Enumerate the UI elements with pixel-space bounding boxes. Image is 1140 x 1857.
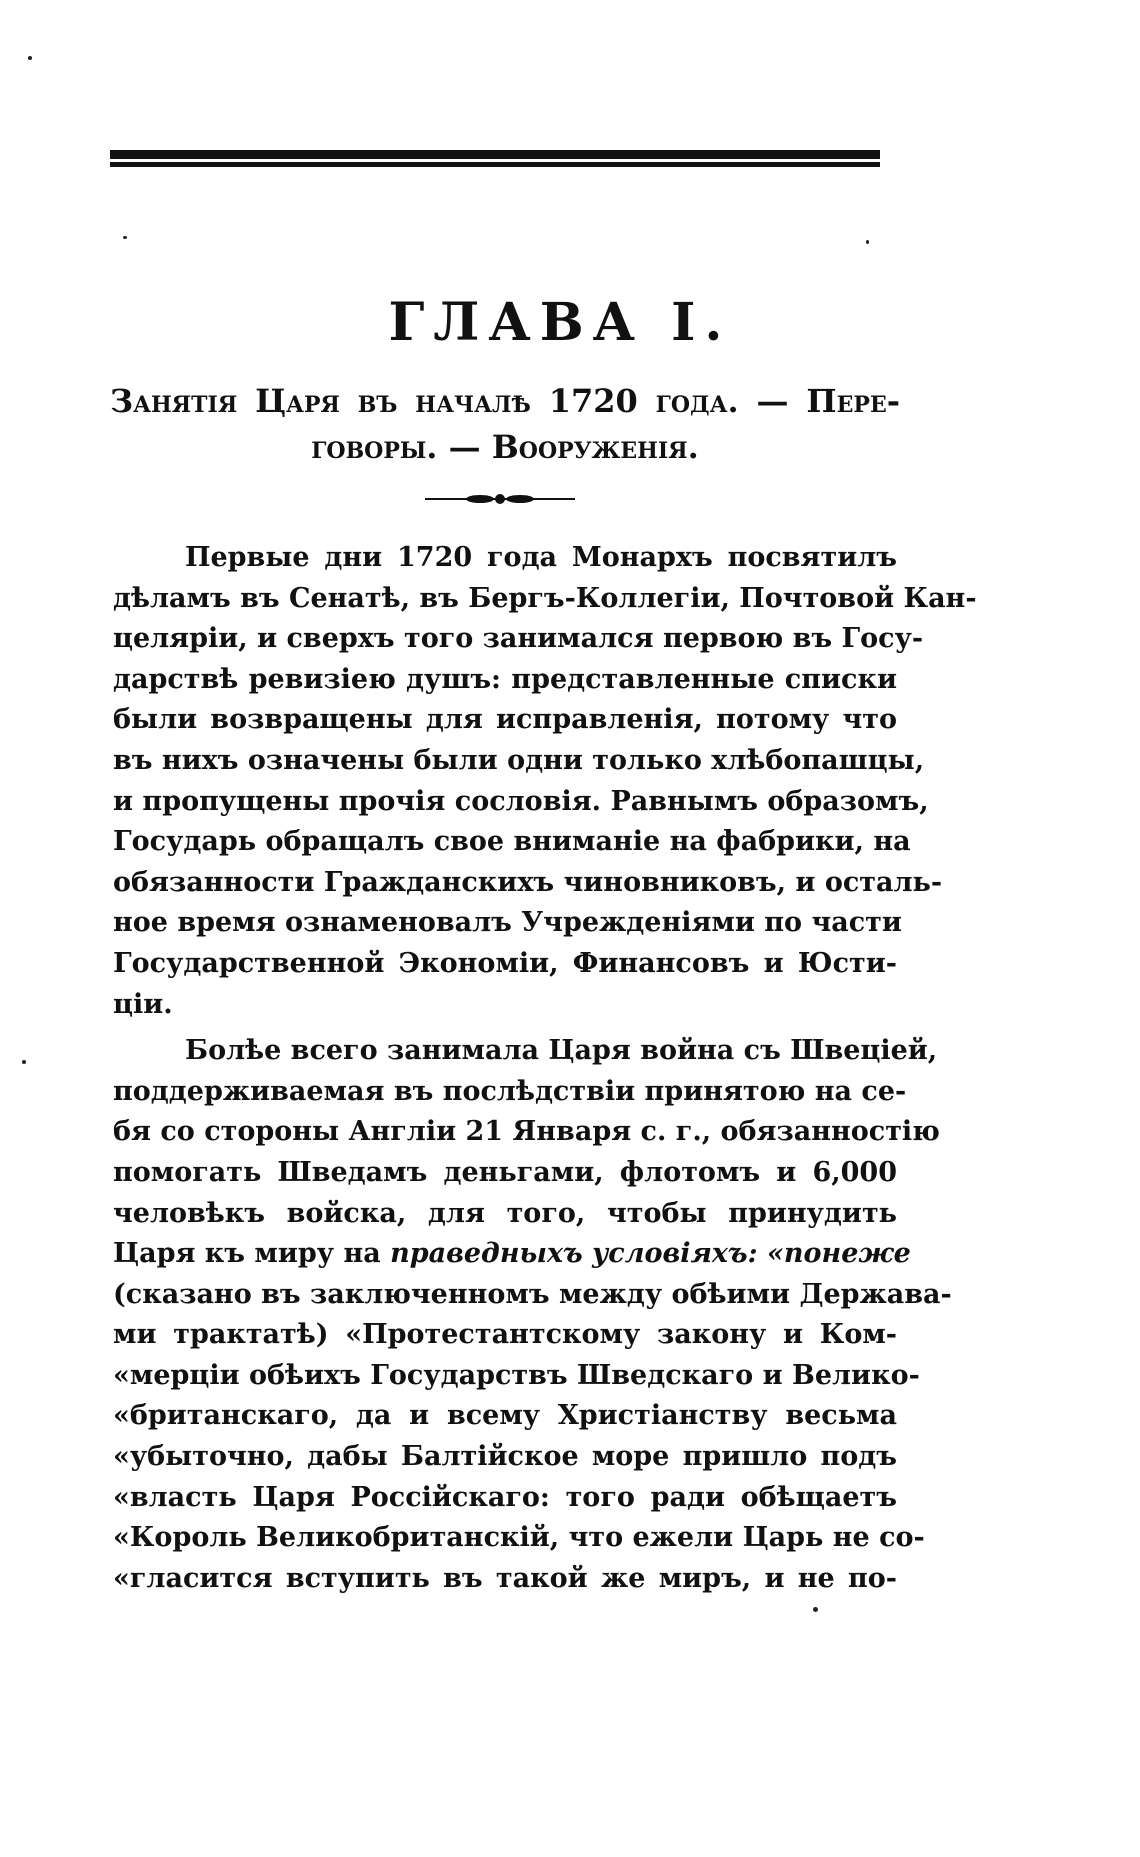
chapter-subtitle bbox=[110, 378, 900, 470]
text-line: целяріи, и сверхъ того занимался первою въ Госу- bbox=[113, 623, 924, 655]
scan-speck bbox=[22, 1060, 26, 1064]
text-line-with-italic bbox=[113, 1234, 911, 1275]
chapter-title: ГЛАВА I. bbox=[388, 292, 732, 353]
scan-speck bbox=[866, 240, 869, 244]
text-line: «гласится вступить въ такой же миръ, и не по- bbox=[113, 1562, 897, 1594]
text-line: въ нихъ означены были одни только хлѣбопашцы, bbox=[113, 744, 925, 776]
scan-speck bbox=[28, 56, 32, 60]
ornament-divider-icon bbox=[425, 492, 575, 506]
text-line: Государь обращалъ свое вниманіе на фабрики, на bbox=[113, 826, 911, 858]
text-line: ціи. bbox=[113, 988, 173, 1020]
text-line: дѣламъ въ Сенатѣ, въ Бергъ-Коллегіи, Почтовой Кан- bbox=[113, 582, 977, 614]
text-line: (сказано въ заключенномъ между обѣими Держава- bbox=[113, 1278, 952, 1310]
text-line: бя со стороны Англіи 21 Января с. г., обязанностію bbox=[113, 1116, 940, 1148]
text-line: «власть Царя Россійскаго: того ради обѣщаетъ bbox=[113, 1481, 897, 1513]
body-text bbox=[113, 538, 977, 1599]
scan-speck bbox=[813, 1607, 818, 1612]
text-line: поддерживаемая въ послѣдствіи принятою на се- bbox=[113, 1075, 907, 1107]
regular-text: Царя къ миру на bbox=[113, 1238, 391, 1270]
thick-rule bbox=[110, 150, 880, 159]
text-line: и пропущены прочія сословія. Равнымъ образомъ, bbox=[113, 785, 929, 817]
text-line: ное время ознаменовалъ Учрежденіями по части bbox=[113, 907, 902, 939]
text-line: обязанности Гражданскихъ чиновниковъ, и осталь- bbox=[113, 866, 943, 898]
thin-rule bbox=[110, 162, 880, 167]
text-line: помогать Шведамъ деньгами, флотомъ и 6,000 bbox=[113, 1156, 897, 1188]
scan-speck bbox=[123, 236, 127, 239]
text-line: «британскаго, да и всему Христіанству весьма bbox=[113, 1400, 897, 1432]
text-line: были возвращены для исправленія, потому что bbox=[113, 704, 897, 736]
text-line: дарствѣ ревизіею душъ: представленные списки bbox=[113, 663, 897, 695]
text-line: ми трактатѣ) «Протестантскому закону и Ком- bbox=[113, 1319, 897, 1351]
text-line: Первые дни 1720 года Монархъ посвятилъ bbox=[185, 542, 897, 573]
text-line: Государственной Экономіи, Финансовъ и Юсти- bbox=[113, 947, 897, 979]
text-line: человѣкъ войска, для того, чтобы принудить bbox=[113, 1197, 897, 1229]
subtitle-line: говоры. — Вооруженія. bbox=[311, 428, 699, 466]
italic-phrase: праведныхъ условіяхъ: «понеже bbox=[390, 1238, 911, 1270]
text-line: «мерціи обѣихъ Государствъ Шведскаго и Велико- bbox=[113, 1359, 920, 1391]
text-line: «Король Великобританскій, что ежели Царь не со- bbox=[113, 1522, 925, 1554]
text-line: «убыточно, дабы Балтійское море пришло подъ bbox=[113, 1441, 897, 1473]
subtitle-line: Занятія Царя въ началѣ 1720 года. — Пере- bbox=[110, 382, 900, 420]
header-double-rule bbox=[110, 150, 880, 168]
text-line: Болѣе всего занимала Царя война съ Швеціей, bbox=[185, 1035, 938, 1067]
